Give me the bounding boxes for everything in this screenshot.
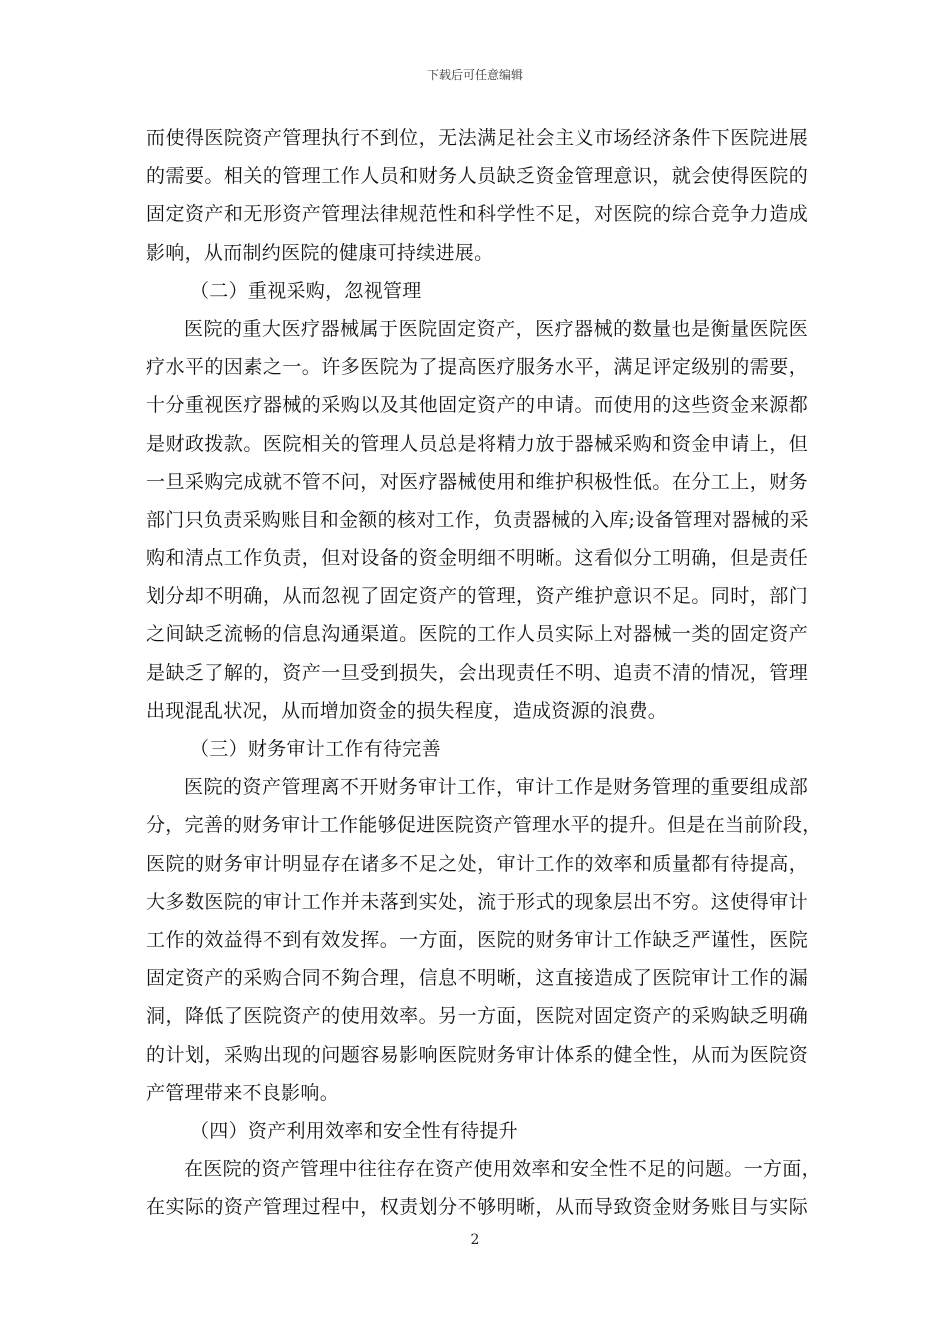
text-line: 医院的财务审计明显存在诸多不足之处，审计工作的效率和质量都有待提高， bbox=[146, 852, 808, 875]
text-line: 工作的效益得不到有效发挥。一方面，医院的财务审计工作缺乏严谨性，医院 bbox=[146, 928, 808, 951]
text-line: 在医院的资产管理中往往存在资产使用效率和安全性不足的问题。一方面， bbox=[184, 1158, 821, 1181]
text-line: 医院的资产管理离不开财务审计工作，审计工作是财务管理的重要组成部 bbox=[184, 776, 808, 799]
section-heading: （三）财务审计工作有待完善 bbox=[190, 738, 441, 760]
text-line: 分，完善的财务审计工作能够促进医院资产管理水平的提升。但是在当前阶段， bbox=[146, 814, 822, 837]
section-heading: （二）重视采购，忽视管理 bbox=[190, 279, 422, 302]
text-line: 医院的重大医疗器械属于医院固定资产，医疗器械的数量也是衡量医院医 bbox=[184, 317, 808, 340]
text-line: 而使得医院资产管理执行不到位，无法满足社会主义市场经济条件下医院进展 bbox=[146, 127, 808, 149]
text-line: 出现混乱状况，从而增加资金的损失程度，造成资源的浪费。 bbox=[146, 699, 668, 722]
document-body bbox=[146, 119, 822, 1226]
page-header: 下载后可任意编辑 bbox=[426, 68, 523, 82]
text-line: 固定资产的采购合同不夠合理，信息不明晰，这直接造成了医院审计工作的漏 bbox=[146, 967, 808, 990]
text-line: 产管理带来不良影响。 bbox=[146, 1081, 340, 1104]
text-line: 在实际的资产管理过程中，权责划分不够明晰，从而导致资金财务账目与实际 bbox=[146, 1196, 808, 1219]
text-line: 部门只负责采购账目和金额的核对工作，负责器械的入库;设备管理对器械的采 bbox=[146, 508, 809, 531]
text-line: 一旦采购完成就不管不问，对医疗器械使用和维护积极性低。在分工上，财务 bbox=[146, 470, 808, 493]
section-heading: （四）资产利用效率和安全性有待提升 bbox=[190, 1119, 519, 1142]
text-line: 固定资产和无形资产管理法律规范性和科学性不足，对医院的综合竞争力造成 bbox=[146, 203, 808, 226]
page-number: 2 bbox=[470, 1232, 480, 1248]
text-line: 影响，从而制约医院的健康可持续进展。 bbox=[146, 241, 494, 264]
text-line: 是财政拨款。医院相关的管理人员总是将精力放于器械采购和资金申请上，但 bbox=[146, 432, 808, 455]
text-line: 划分却不明确，从而忽视了固定资产的管理，资产维护意识不足。同时，部门 bbox=[146, 585, 808, 608]
text-line: 之间缺乏流畅的信息沟通渠道。医院的工作人员实际上对器械一类的固定资产 bbox=[146, 623, 808, 646]
text-line: 的需要。相关的管理工作人员和财务人员缺乏资金管理意识，就会使得医院的 bbox=[146, 165, 808, 188]
text-line: 购和清点工作负责，但对设备的资金明细不明晰。这看似分工明确，但是责任 bbox=[146, 547, 808, 570]
text-line: 疗水平的因素之一。许多医院为了提高医疗服务水平，满足评定级别的需要， bbox=[146, 356, 808, 379]
text-line: 十分重视医疗器械的采购以及其他固定资产的申请。而使用的这些资金来源都 bbox=[146, 394, 808, 417]
text-line: 大多数医院的审计工作并未落到实处，流于形式的现象层出不穷。这使得审计 bbox=[146, 890, 808, 913]
text-line: 是缺乏了解的，资产一旦受到损失，会出现责任不明、追责不清的情况，管理 bbox=[146, 661, 808, 684]
text-line: 的计划，采购出现的问题容易影响医院财务审计体系的健全性，从而为医院资 bbox=[146, 1043, 808, 1066]
text-line: 洞，降低了医院资产的使用效率。另一方面，医院对固定资产的采购缺乏明确 bbox=[146, 1005, 808, 1028]
